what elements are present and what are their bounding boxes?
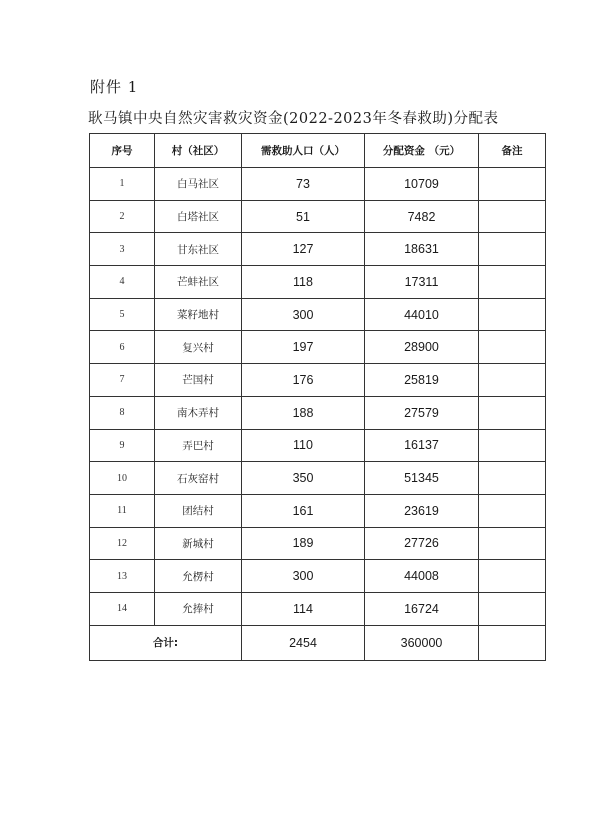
cell-funds: 28900 bbox=[365, 331, 479, 364]
cell-people: 350 bbox=[242, 462, 365, 495]
cell-remarks bbox=[479, 168, 546, 201]
cell-people: 300 bbox=[242, 298, 365, 331]
cell-village: 允捧村 bbox=[155, 592, 242, 625]
cell-remarks bbox=[479, 462, 546, 495]
cell-remarks bbox=[479, 298, 546, 331]
cell-funds: 23619 bbox=[365, 494, 479, 527]
cell-village: 团结村 bbox=[155, 494, 242, 527]
table-row bbox=[90, 527, 546, 560]
header-village: 村（社区） bbox=[155, 134, 242, 168]
cell-people: 300 bbox=[242, 560, 365, 593]
cell-no: 7 bbox=[90, 364, 155, 397]
cell-village: 白马社区 bbox=[155, 168, 242, 201]
cell-funds: 7482 bbox=[365, 200, 479, 233]
header-funds: 分配资金 （元） bbox=[365, 134, 479, 168]
cell-funds: 44010 bbox=[365, 298, 479, 331]
cell-no: 4 bbox=[90, 266, 155, 299]
cell-no: 10 bbox=[90, 462, 155, 495]
cell-village: 芒国村 bbox=[155, 364, 242, 397]
document-title: 耿马镇中央自然灾害救灾资金(2022-2023年冬春救助)分配表 bbox=[88, 111, 499, 127]
cell-funds: 16724 bbox=[365, 592, 479, 625]
total-funds: 360000 bbox=[365, 625, 479, 660]
cell-remarks bbox=[479, 494, 546, 527]
cell-no: 14 bbox=[90, 592, 155, 625]
cell-no: 1 bbox=[90, 168, 155, 201]
header-remarks: 备注 bbox=[479, 134, 546, 168]
cell-no: 5 bbox=[90, 298, 155, 331]
allocation-table bbox=[89, 133, 546, 661]
total-people: 2454 bbox=[242, 625, 365, 660]
table-row bbox=[90, 364, 546, 397]
cell-funds: 17311 bbox=[365, 266, 479, 299]
table-row bbox=[90, 462, 546, 495]
cell-village: 南木弄村 bbox=[155, 396, 242, 429]
cell-people: 127 bbox=[242, 233, 365, 266]
cell-no: 11 bbox=[90, 494, 155, 527]
cell-funds: 51345 bbox=[365, 462, 479, 495]
total-label: 合计: bbox=[90, 625, 242, 660]
cell-funds: 27726 bbox=[365, 527, 479, 560]
cell-village: 新城村 bbox=[155, 527, 242, 560]
table-row bbox=[90, 233, 546, 266]
table-row bbox=[90, 396, 546, 429]
table-row bbox=[90, 494, 546, 527]
cell-remarks bbox=[479, 233, 546, 266]
cell-village: 白塔社区 bbox=[155, 200, 242, 233]
cell-people: 176 bbox=[242, 364, 365, 397]
cell-village: 复兴村 bbox=[155, 331, 242, 364]
table-row bbox=[90, 298, 546, 331]
header-no: 序号 bbox=[90, 134, 155, 168]
cell-funds: 10709 bbox=[365, 168, 479, 201]
cell-no: 8 bbox=[90, 396, 155, 429]
total-remarks bbox=[479, 625, 546, 660]
cell-no: 9 bbox=[90, 429, 155, 462]
header-people: 需救助人口（人） bbox=[242, 134, 365, 168]
cell-remarks bbox=[479, 331, 546, 364]
cell-no: 12 bbox=[90, 527, 155, 560]
cell-no: 13 bbox=[90, 560, 155, 593]
cell-remarks bbox=[479, 527, 546, 560]
attachment-label: 附件 1 bbox=[90, 78, 139, 96]
cell-no: 6 bbox=[90, 331, 155, 364]
cell-funds: 44008 bbox=[365, 560, 479, 593]
cell-people: 197 bbox=[242, 331, 365, 364]
table-row bbox=[90, 200, 546, 233]
cell-people: 189 bbox=[242, 527, 365, 560]
cell-village: 菜籽地村 bbox=[155, 298, 242, 331]
cell-people: 161 bbox=[242, 494, 365, 527]
cell-remarks bbox=[479, 364, 546, 397]
table-row bbox=[90, 429, 546, 462]
cell-village: 弄巴村 bbox=[155, 429, 242, 462]
total-row bbox=[90, 625, 546, 660]
cell-people: 110 bbox=[242, 429, 365, 462]
table-row bbox=[90, 331, 546, 364]
cell-people: 73 bbox=[242, 168, 365, 201]
cell-people: 51 bbox=[242, 200, 365, 233]
cell-people: 118 bbox=[242, 266, 365, 299]
cell-village: 甘东社区 bbox=[155, 233, 242, 266]
cell-no: 3 bbox=[90, 233, 155, 266]
table-row bbox=[90, 266, 546, 299]
cell-remarks bbox=[479, 266, 546, 299]
cell-funds: 16137 bbox=[365, 429, 479, 462]
cell-no: 2 bbox=[90, 200, 155, 233]
table-row bbox=[90, 592, 546, 625]
cell-remarks bbox=[479, 396, 546, 429]
cell-funds: 18631 bbox=[365, 233, 479, 266]
cell-village: 允楞村 bbox=[155, 560, 242, 593]
cell-people: 114 bbox=[242, 592, 365, 625]
cell-remarks bbox=[479, 592, 546, 625]
cell-village: 芒蚌社区 bbox=[155, 266, 242, 299]
table-row bbox=[90, 168, 546, 201]
cell-people: 188 bbox=[242, 396, 365, 429]
cell-remarks bbox=[479, 200, 546, 233]
table-header-row bbox=[90, 134, 546, 168]
cell-funds: 25819 bbox=[365, 364, 479, 397]
cell-funds: 27579 bbox=[365, 396, 479, 429]
cell-remarks bbox=[479, 429, 546, 462]
table-row bbox=[90, 560, 546, 593]
cell-remarks bbox=[479, 560, 546, 593]
cell-village: 石灰窑村 bbox=[155, 462, 242, 495]
